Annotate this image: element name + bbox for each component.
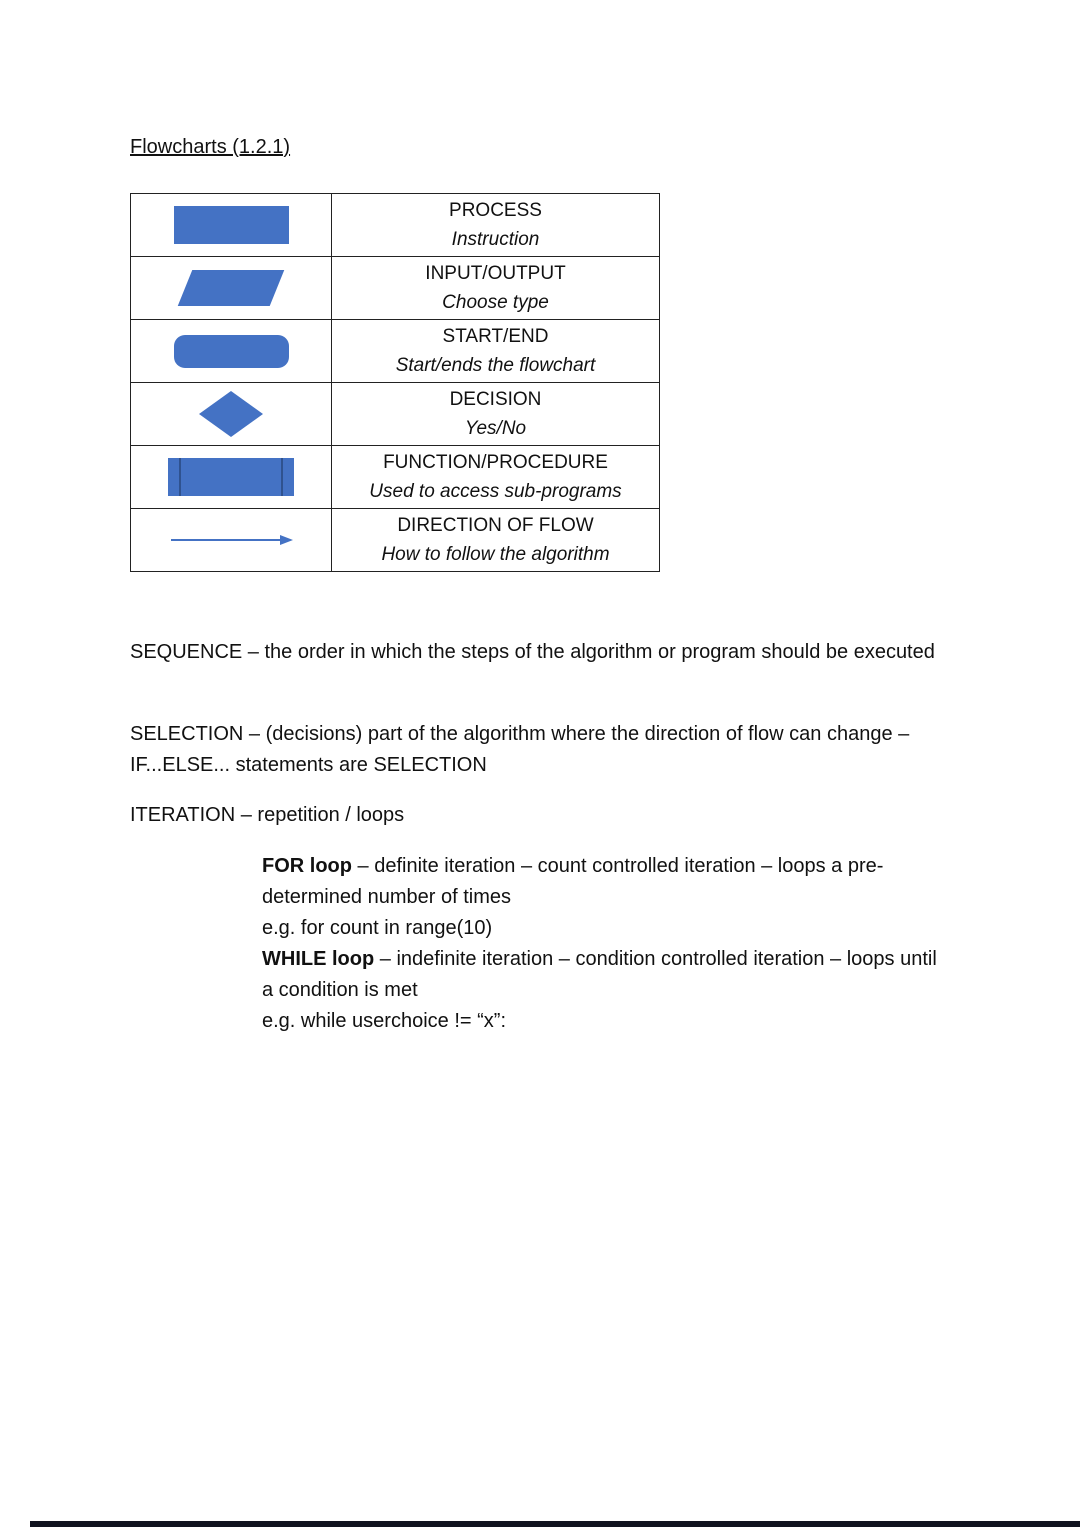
page-title: Flowcharts (1.2.1): [130, 136, 291, 158]
shape-cell: [131, 194, 332, 257]
while-loop-text: – indefinite iteration – condition controlled iteration – loops until a condition is met: [262, 948, 937, 1001]
while-loop-definition: [262, 944, 952, 1006]
table-row: [131, 257, 660, 320]
label-cell: [332, 194, 660, 257]
iteration-definition: ITERATION – repetition / loops: [130, 804, 405, 826]
shape-label: START/END: [442, 326, 549, 347]
for-loop-text: – definite iteration – count controlled iteration – loops a pre-determined number of times: [262, 855, 884, 908]
decision-diamond-shape: [199, 391, 263, 437]
shape-label: FUNCTION/PROCEDURE: [383, 452, 608, 473]
shape-description: Choose type: [442, 292, 549, 313]
sequence-definition: SEQUENCE – the order in which the steps of the algorithm or program should be executed: [130, 641, 935, 663]
function-shape-right-bar: [281, 458, 283, 496]
shape-cell: [131, 320, 332, 383]
table-row: [131, 509, 660, 572]
shape-cell: [131, 383, 332, 446]
table-row: [131, 320, 660, 383]
table-row: [131, 446, 660, 509]
page-bottom-edge: [30, 1521, 1080, 1527]
label-cell: [332, 257, 660, 320]
label-cell: [332, 320, 660, 383]
shape-description: Yes/No: [464, 418, 527, 439]
process-rectangle-shape: [174, 206, 289, 244]
label-cell: [332, 509, 660, 572]
table-row: [131, 194, 660, 257]
shape-cell: [131, 257, 332, 320]
function-procedure-rectangle-shape: [168, 458, 294, 496]
shape-description: Instruction: [451, 229, 540, 250]
selection-definition: SELECTION – (decisions) part of the algorithm where the direction of flow can change – IF...ELSE... statements are SELECTION: [130, 723, 910, 776]
function-shape-left-bar: [179, 458, 181, 496]
start-end-rounded-rectangle-shape: [174, 335, 289, 368]
for-loop-term: FOR loop: [262, 855, 352, 877]
while-loop-example: [262, 1006, 952, 1037]
shape-description: Start/ends the flowchart: [395, 355, 596, 376]
flowchart-symbols-table: [130, 193, 660, 572]
direction-of-flow-arrow-shape: [169, 532, 294, 548]
shape-label: DIRECTION OF FLOW: [397, 515, 594, 536]
label-cell: [332, 446, 660, 509]
shape-label: DECISION: [449, 389, 542, 410]
while-loop-example-text: e.g. while userchoice != “x”:: [262, 1010, 506, 1032]
for-loop-definition: [262, 851, 952, 913]
while-loop-term: WHILE loop: [262, 948, 375, 970]
shape-description: How to follow the algorithm: [381, 544, 610, 565]
shape-label: PROCESS: [449, 200, 542, 221]
for-loop-example-text: e.g. for count in range(10): [262, 917, 493, 939]
shape-label: INPUT/OUTPUT: [425, 263, 566, 284]
shape-cell: [131, 509, 332, 572]
input-output-parallelogram-shape: [178, 270, 285, 306]
iteration-loop-details: [262, 851, 952, 1037]
shape-cell: [131, 446, 332, 509]
label-cell: [332, 383, 660, 446]
table-row: [131, 383, 660, 446]
for-loop-example: [262, 913, 952, 944]
shape-description: Used to access sub-programs: [369, 481, 622, 502]
